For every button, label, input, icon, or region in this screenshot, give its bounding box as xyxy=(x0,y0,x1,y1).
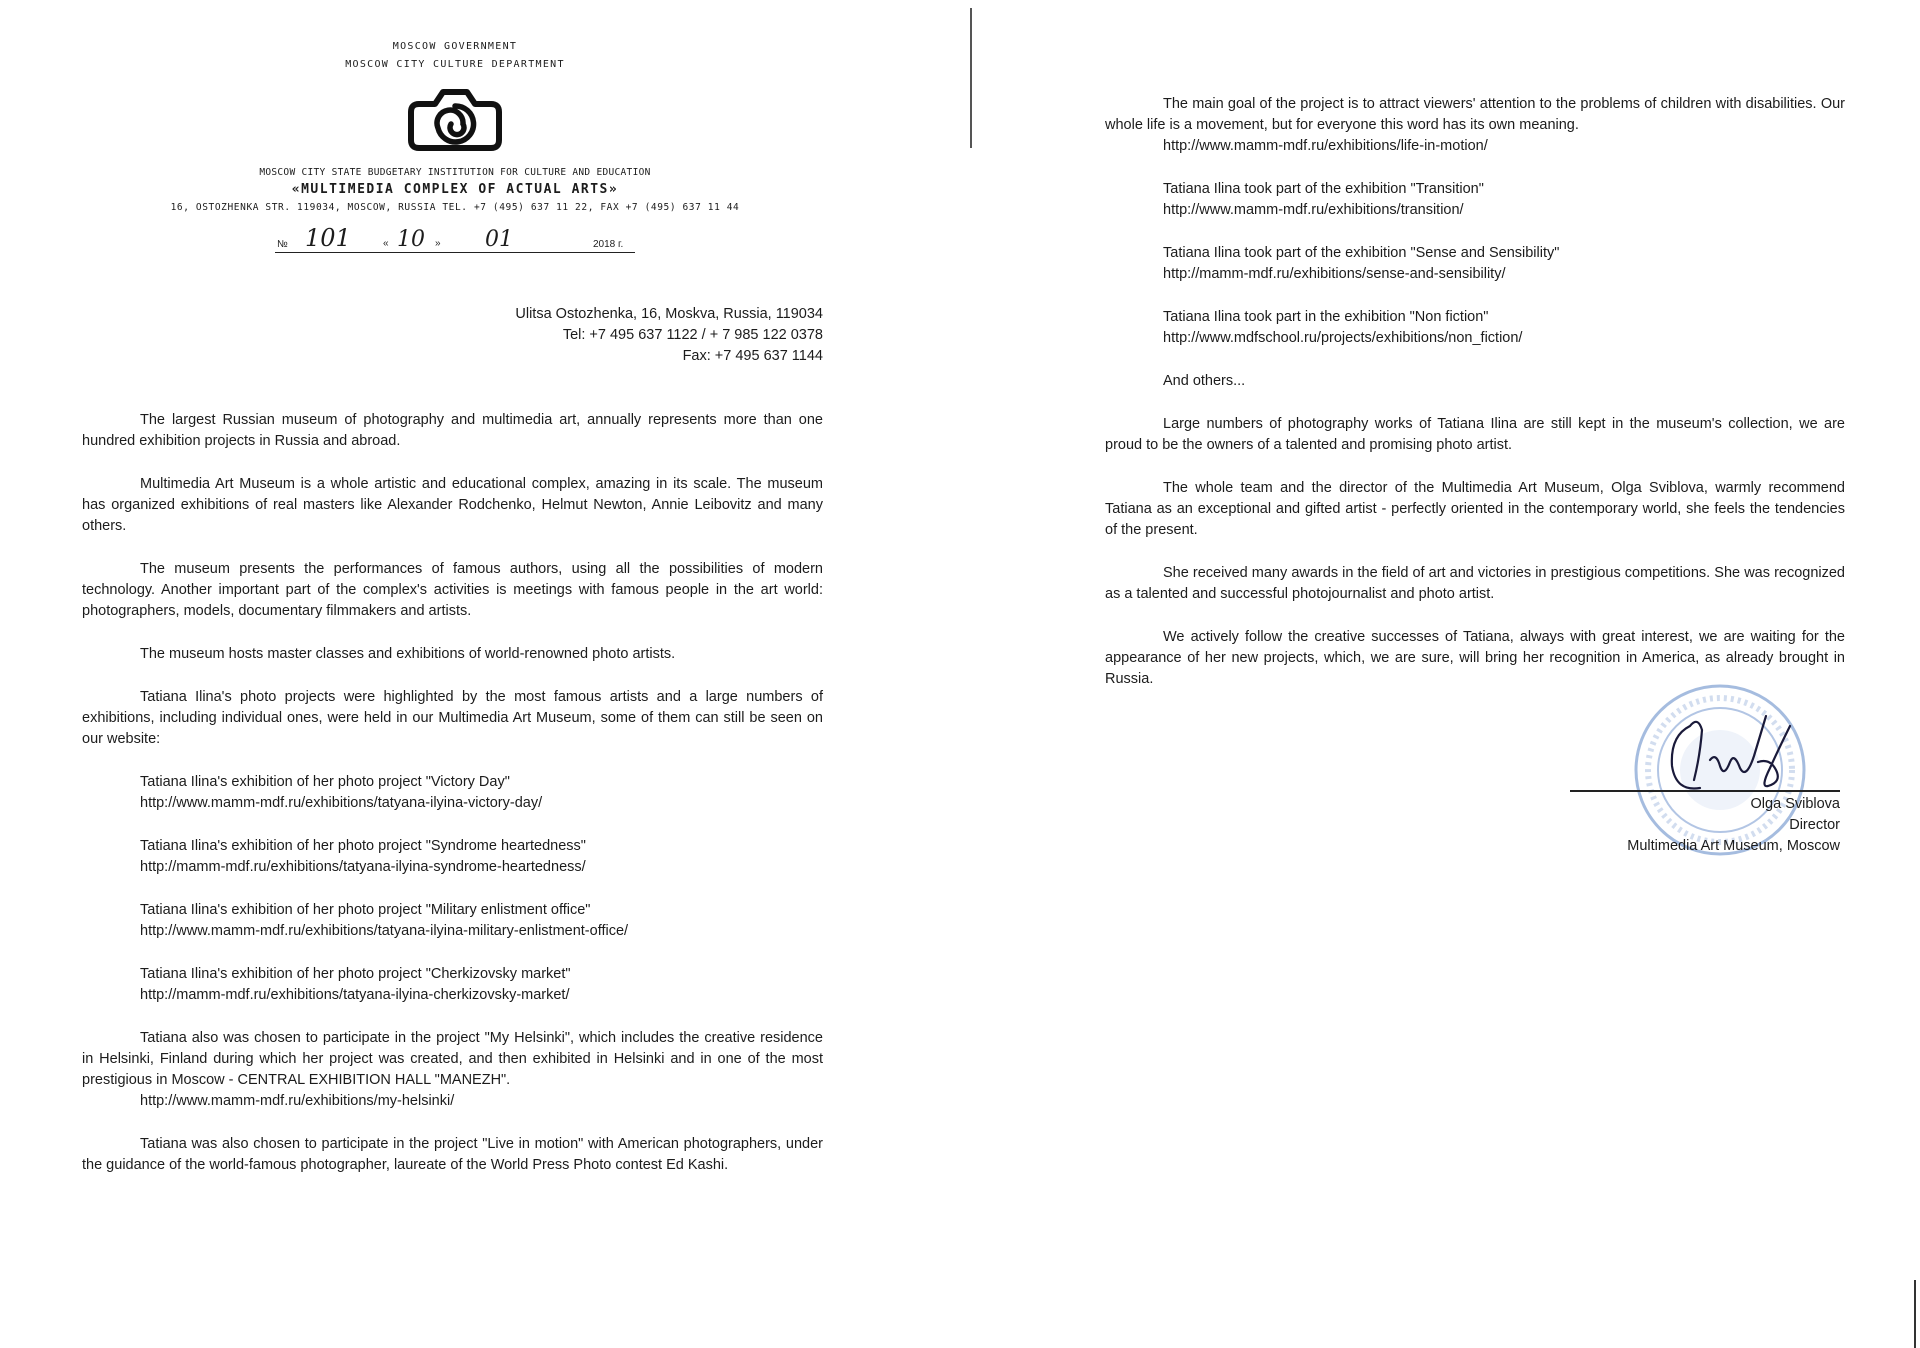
exhibition-title: Tatiana Ilina took part of the exhibition "Sense and Sensibility" xyxy=(1163,245,1560,261)
letterhead xyxy=(110,38,800,253)
paragraph: The main goal of the project is to attract viewers' attention to the problems of children with disabilities. Our whole life is a movement, but for everyone this word has its own meaning. xyxy=(1105,96,1845,133)
and-others-text: And others... xyxy=(1163,373,1246,389)
exhibition-link[interactable]: http://mamm-mdf.ru/exhibitions/sense-and-sensibility/ xyxy=(1163,266,1506,282)
exhibition-title: Tatiana Ilina's exhibition of her photo project "Cherkizovsky market" xyxy=(140,966,571,982)
paragraph: The museum hosts master classes and exhibitions of world-renowned photo artists. xyxy=(140,646,676,662)
paragraph: The largest Russian museum of photography and multimedia art, annually represents more than one hundred exhibition projects in Russia and abroad. xyxy=(82,412,823,449)
exhibition-item xyxy=(140,772,823,814)
gov-line-2: MOSCOW CITY CULTURE DEPARTMENT xyxy=(345,59,565,70)
signature-text xyxy=(1570,794,1840,857)
institution-line: MOSCOW CITY STATE BUDGETARY INSTITUTION FOR CULTURE AND EDUCATION xyxy=(259,167,651,178)
exhibition-title: Tatiana Ilina's exhibition of her photo project "Syndrome heartedness" xyxy=(140,838,586,854)
paragraph: Large numbers of photography works of Tatiana Ilina are still kept in the museum's collection, we are proud to be the owners of a talented and promising photo artist. xyxy=(1105,416,1845,453)
exhibition-title: Tatiana Ilina took part in the exhibition "Non fiction" xyxy=(1163,309,1489,325)
paragraph: She received many awards in the field of art and victories in prestigious competitions. She was recognized as a talented and successful photojournalist and photo artist. xyxy=(1105,565,1845,602)
life-in-motion-link[interactable]: http://www.mamm-mdf.ru/exhibitions/life-in-motion/ xyxy=(1163,138,1488,154)
contact-street: Ulitsa Ostozhenka, 16, Moskva, Russia, 119034 xyxy=(515,306,823,322)
exhibition-item xyxy=(1163,307,1845,349)
camera-logo-icon xyxy=(405,84,505,152)
ref-month: 01 xyxy=(485,227,513,252)
exhibition-item xyxy=(1163,179,1845,221)
exhibition-link[interactable]: http://www.mamm-mdf.ru/exhibitions/tatyana-ilyina-military-enlistment-office/ xyxy=(140,923,629,939)
gov-line-1: MOSCOW GOVERNMENT xyxy=(392,41,518,52)
exhibition-item xyxy=(1163,243,1845,285)
contact-block xyxy=(420,304,823,367)
exhibition-link[interactable]: http://www.mdfschool.ru/projects/exhibitions/non_fiction/ xyxy=(1163,330,1523,346)
exhibition-title: Tatiana Ilina took part of the exhibition "Transition" xyxy=(1163,181,1484,197)
exhibition-link[interactable]: http://www.mamm-mdf.ru/exhibitions/tatyana-ilyina-victory-day/ xyxy=(140,795,543,811)
reference-line xyxy=(275,222,635,253)
helsinki-link[interactable]: http://www.mamm-mdf.ru/exhibitions/my-helsinki/ xyxy=(140,1093,455,1109)
signer-title: Director xyxy=(1789,817,1840,833)
right-body xyxy=(1105,94,1845,712)
institution-name: «MULTIMEDIA COMPLEX OF ACTUAL ARTS» xyxy=(291,182,619,197)
exhibition-link[interactable]: http://mamm-mdf.ru/exhibitions/tatyana-ilyina-cherkizovsky-market/ xyxy=(140,987,570,1003)
ref-year: 2018 г. xyxy=(593,239,624,250)
contact-tel: Tel: +7 495 637 1122 / + 7 985 122 0378 xyxy=(562,327,823,343)
ref-number: 101 xyxy=(305,224,351,252)
paragraph: Multimedia Art Museum is a whole artistic and educational complex, amazing in its scale. The museum has organized exhibitions of real masters like Alexander Rodchenko, Helmut Newton, Annie Leibovitz and many others. xyxy=(82,476,823,534)
signature-block xyxy=(1570,680,1840,860)
signer-org: Multimedia Art Museum, Moscow xyxy=(1627,838,1840,854)
signature-line xyxy=(1570,790,1840,792)
exhibition-item xyxy=(140,836,823,878)
exhibition-item xyxy=(140,900,823,942)
page-edge-line xyxy=(1914,1280,1916,1348)
exhibition-title: Tatiana Ilina's exhibition of her photo project "Victory Day" xyxy=(140,774,510,790)
paragraph: The museum presents the performances of famous authors, using all the possibilities of modern technology. Another important part of the complex's activities is meetings with famous people in the art world: photographers, models, documentary filmmakers and artists. xyxy=(82,561,823,619)
institution-address: 16, OSTOZHENKA STR. 119034, MOSCOW, RUSSIA TEL. +7 (495) 637 11 22, FAX +7 (495) 637 11 44 xyxy=(170,202,740,213)
ref-day: 10 xyxy=(397,227,425,252)
left-body xyxy=(82,410,823,1198)
paragraph: The whole team and the director of the Multimedia Art Museum, Olga Sviblova, warmly recommend Tatiana as an exceptional and gifted artist - perfectly oriented in the contemporary world, she feels the tendencies of the present. xyxy=(1105,480,1845,538)
exhibition-link[interactable]: http://mamm-mdf.ru/exhibitions/tatyana-ilyina-syndrome-heartedness/ xyxy=(140,859,586,875)
ref-quote-close: » xyxy=(435,238,441,249)
ref-no-label: № xyxy=(277,239,288,250)
exhibition-item xyxy=(140,964,823,1006)
paragraph: Tatiana also was chosen to participate in the project "My Helsinki", which includes the creative residence in Helsinki, Finland during which her project was created, and then exhibited in Helsinki and in one of the most prestigious in Moscow - CENTRAL EXHIBITION HALL "MANEZH". xyxy=(82,1030,823,1088)
exhibition-link[interactable]: http://www.mamm-mdf.ru/exhibitions/transition/ xyxy=(1163,202,1464,218)
paragraph: Tatiana Ilina's photo projects were highlighted by the most famous artists and a large numbers of exhibitions, including individual ones, were held in our Multimedia Art Museum, some of them can still be seen on our website: xyxy=(82,689,823,747)
paragraph: Tatiana was also chosen to participate in the project "Live in motion" with American photographers, under the guidance of the world-famous photographer, laureate of the World Press Photo contest Ed Kashi. xyxy=(82,1136,823,1173)
paragraph: We actively follow the creative successes of Tatiana, always with great interest, we are waiting for the appearance of her new projects, which, we are sure, will bring her recognition in America, as already brought in Russia. xyxy=(1105,629,1845,687)
exhibition-title: Tatiana Ilina's exhibition of her photo project "Military enlistment office" xyxy=(140,902,591,918)
signer-name: Olga Sviblova xyxy=(1750,796,1840,812)
contact-fax: Fax: +7 495 637 1144 xyxy=(682,348,823,364)
ref-quote-open: « xyxy=(383,238,389,249)
